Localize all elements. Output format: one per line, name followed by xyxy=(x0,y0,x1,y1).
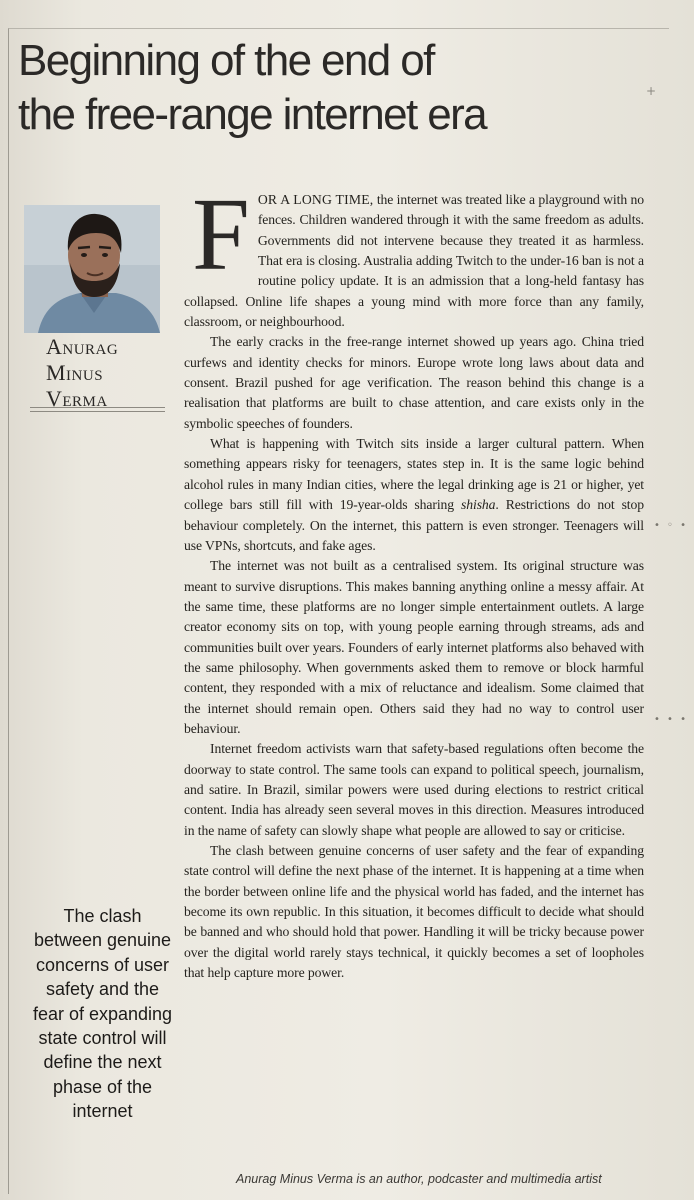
paragraph-3 xyxy=(184,434,644,556)
paragraph-5: Internet freedom activists warn that safety-based regulations often become the doorway to state control. The same tools can expand to political speech, journalism, and satire. In Brazil, similar powers were used during elections to restrict critical content. India has already seen several moves in this direction. Measures introduced in the name of safety can slowly shape what people are allowed to say or criticise. xyxy=(184,741,644,838)
byline-last: Verma xyxy=(46,386,108,411)
author-byline xyxy=(46,334,166,412)
headline xyxy=(18,34,618,142)
byline-rule-bottom xyxy=(30,411,165,412)
byline-first: Anurag xyxy=(46,334,119,359)
margin-dots-icon: • • • xyxy=(653,714,688,725)
paragraph-1 xyxy=(184,177,644,332)
lead-in: OR A LONG TIME, xyxy=(257,192,374,207)
drop-cap: F xyxy=(192,177,250,292)
article-body xyxy=(184,177,644,983)
headline-line-1: Beginning of the end of xyxy=(18,36,434,85)
paragraph-6: The clash between genuine concerns of user safety and the fear of expanding state control will define the next phase of the internet. It is happening at a time when the border between online life and the physical world has faded, and the internet has become its own republic. In this situation, it becomes difficult to decide what should be banned and who should hold that power. Handling it will be tricky because power over the digital world rarely stays technical, it quickly becomes a set of loopholes that help capture more power. xyxy=(184,843,644,981)
paragraph-3-text-a: What is happening with Twitch sits inside a larger cultural pattern. When something appears risky for teenagers, states step in. It is the same logic behind alcohol rules in many Indian cities, where the legal drinking age is 21 or higher, yet college bars still fill with 19-year-olds sharing xyxy=(184,436,644,513)
paragraph-2: The early cracks in the free-range internet showed up years ago. China tried curfews and identity checks for minors. Europe wrote long laws about data and consent. Brazil pushed for age verification. The reason behind this change is a realisation that platforms are built to chase attention, and care exists only in the symbolic speeches of founders. xyxy=(184,334,644,431)
margin-dots-icon: • ◦ • xyxy=(653,520,688,531)
headline-line-2: the free-range internet era xyxy=(18,90,486,139)
author-photo xyxy=(24,205,160,333)
paragraph-4: The internet was not built as a centralised system. Its original structure was meant to survive disruptions. This makes banning anything online a messy affair. At the same time, these platforms are no longer simple entertainment outlets. A large creator economy sits on top, with young people earning through streams, ads and communities built over years. Founders of early internet platforms also behaved with the same philosophy. When governments asked them to remove or block harmful content, they responded with a mix of reluctance and idealism. Some claimed that the internet should remain open. Others said they had no way to control user behaviour. xyxy=(184,558,644,736)
paragraph-3-text-b: . Restrictions do not stop behaviour completely. On the internet, this pattern is even stronger. Teenagers will use VPNs, shortcuts, and fake ages. xyxy=(184,497,644,553)
paragraph-1-text: the internet was treated like a playground with no fences. Children wandered through it with the same freedom as adults. Governments did not intervene because they treated it as harmless. That era is closing. Australia adding Twitch to the under-16 ban is not a routine policy update. It is an admission that a long-held fantasy has collapsed. Online life shapes a young mind with more force than any family, classroom, or neighbourhood. xyxy=(184,192,644,330)
author-portrait-illustration xyxy=(24,205,160,333)
registration-mark-icon: + xyxy=(645,84,656,98)
byline-rule-top xyxy=(30,407,165,408)
byline-middle: Minus xyxy=(46,360,104,385)
pull-quote: The clash between genuine concerns of user safety and the fear of expanding state control will define the next phase of the internet xyxy=(32,906,173,1122)
author-credit: Anurag Minus Verma is an author, podcaster and multimedia artist xyxy=(236,1172,602,1186)
paragraph-3-emphasis: shisha xyxy=(461,497,496,513)
